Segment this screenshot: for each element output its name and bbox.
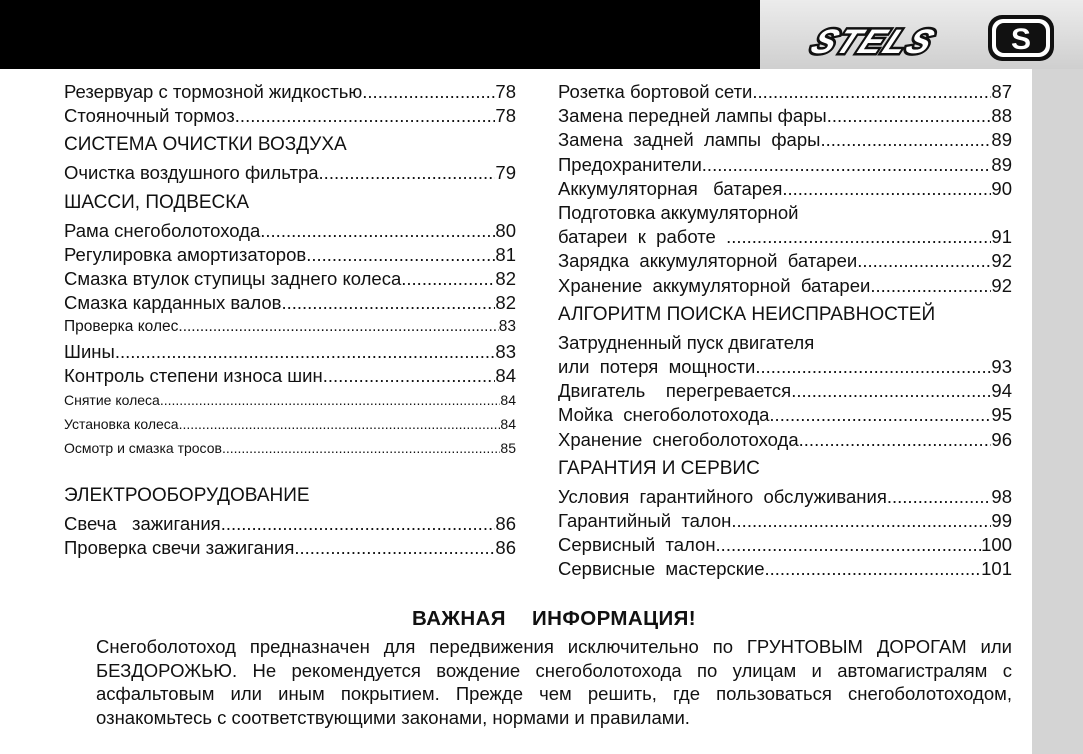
toc-entry: [558, 274, 1012, 298]
entry-label: Установка колеса: [64, 416, 179, 433]
entry-page: 86: [495, 536, 516, 558]
toc-entry: [64, 104, 516, 128]
toc-entry: [64, 80, 516, 104]
entry-label: Розетка бортовой сети: [558, 81, 753, 102]
entry-page: 84: [500, 392, 516, 409]
entry-label: Аккумуляторная батарея: [558, 177, 783, 199]
entry-label: Контроль степени износа шин: [64, 364, 323, 386]
entry-page: 84: [495, 364, 516, 386]
toc-entry: [64, 536, 516, 560]
toc-entry: [64, 512, 516, 536]
entry-page: 78: [495, 105, 516, 127]
entry-label: Осмотр и смазка тросов: [64, 440, 222, 457]
entry-page: 92: [991, 250, 1012, 272]
entry-label: Зарядка аккумуляторной батареи: [558, 250, 858, 272]
toc-entry: [64, 364, 516, 388]
toc-entry-line: Затрудненный пуск двигателя: [558, 331, 815, 353]
toc-entry: [558, 403, 1012, 427]
toc-entry-line: Подготовка аккумуляторной: [558, 202, 799, 224]
toc-entry: [558, 225, 1012, 249]
section-heading: АЛГОРИТМ ПОИСКА НЕИСПРАВНОСТЕЙ: [558, 303, 936, 325]
brand-wordmark: STELS: [804, 22, 943, 61]
entry-page: 83: [498, 318, 516, 336]
toc-entry: [558, 557, 1012, 581]
entry-page: 85: [500, 440, 516, 457]
entry-label: Очистка воздушного фильтра: [64, 162, 319, 184]
entry-page: 78: [495, 81, 516, 102]
toc-entry: [558, 509, 1012, 533]
toc-entry: [558, 249, 1012, 273]
entry-label: Хранение снегоболотохода: [558, 428, 799, 450]
entry-label: Шины: [64, 340, 115, 362]
toc-entry: [64, 219, 516, 243]
entry-page: 101: [981, 558, 1012, 580]
toc-entry: [64, 161, 516, 185]
entry-page: 94: [991, 380, 1012, 402]
entry-label: Условия гарантийного обслуживания: [558, 485, 887, 507]
entry-label: Смазка втулок ступицы заднего колеса: [64, 268, 402, 290]
toc-entry: [558, 485, 1012, 509]
entry-label: Мойка снегоболотохода: [558, 404, 770, 426]
toc-entry: [64, 340, 516, 364]
entry-label: Смазка карданных валов: [64, 292, 282, 314]
toc-entry: [64, 315, 516, 339]
toc-entry: [64, 412, 516, 436]
toc-entry: [558, 379, 1012, 403]
contents-left-column: [64, 80, 516, 560]
entry-label: Замена передней лампы фары: [558, 105, 827, 127]
entry-label: Рама снегоболотохода: [64, 219, 261, 241]
entry-label: Гарантийный талон: [558, 510, 732, 532]
entry-label: Резервуар с тормозной жидкостью: [64, 81, 363, 102]
section-heading: ЭЛЕКТРООБОРУДОВАНИЕ: [64, 484, 310, 506]
stels-logo: [760, 0, 1083, 69]
toc-entry: [64, 291, 516, 315]
entry-page: 91: [991, 226, 1012, 248]
entry-label: Двигатель перегревается: [558, 380, 792, 402]
entry-page: 80: [495, 219, 516, 241]
entry-page: 82: [495, 292, 516, 314]
entry-label: Хранение аккумуляторной батареи: [558, 274, 871, 296]
entry-page: 89: [991, 153, 1012, 175]
entry-page: 99: [991, 510, 1012, 532]
toc-entry: [64, 243, 516, 267]
entry-page: 83: [495, 340, 516, 362]
toc-entry: [558, 177, 1012, 201]
entry-page: 86: [495, 512, 516, 534]
entry-page: 95: [991, 404, 1012, 426]
entry-page: 84: [500, 416, 516, 433]
contents-right-column: [558, 80, 1012, 582]
entry-label: Сервисный талон: [558, 534, 716, 556]
toc-entry: [558, 533, 1012, 557]
toc-entry: [558, 428, 1012, 452]
toc-entry: [558, 153, 1012, 177]
section-heading: СИСТЕМА ОЧИСТКИ ВОЗДУХА: [64, 134, 347, 156]
side-strip: [1032, 69, 1083, 754]
toc-entry: [558, 104, 1012, 128]
entry-page: 90: [991, 177, 1012, 199]
entry-label: Сервисные мастерские: [558, 558, 765, 580]
entry-page: 92: [991, 274, 1012, 296]
entry-label: или потеря мощности: [558, 356, 756, 378]
entry-label: Проверка свечи зажигания: [64, 536, 295, 558]
important-text: Снегоболотоход предназначен для передвижения исключительно по ГРУНТОВЫМ ДОРОГАМ или БЕЗДОРОЖЬЮ. Не рекомендуется вождение снегоболотохода по улицам и автомагистралям с асфальтовым или иным покрытием. Прежде чем решить, где пользоваться снегоболотоходом, ознакомьтесь с соответствующими законами, нормами и правилами.: [96, 636, 1012, 728]
toc-entry: [64, 436, 516, 460]
entry-label: Снятие колеса: [64, 392, 160, 409]
entry-page: 79: [495, 162, 516, 184]
toc-entry: [558, 128, 1012, 152]
toc-entry: [558, 80, 1012, 104]
entry-label: Предохранители: [558, 153, 702, 175]
entry-page: 93: [991, 356, 1012, 378]
entry-page: 96: [991, 428, 1012, 450]
entry-page: 100: [981, 534, 1012, 556]
entry-label: Регулировка амортизаторов: [64, 243, 307, 265]
header-bar: [0, 0, 760, 69]
entry-page: 81: [495, 243, 516, 265]
brand-logo-area: [760, 0, 1083, 69]
important-title: ВАЖНАЯ ИНФОРМАЦИЯ!: [412, 607, 696, 630]
entry-label: Свеча зажигания: [64, 512, 221, 534]
entry-page: 87: [991, 81, 1012, 102]
entry-label: батареи к работе: [558, 226, 727, 248]
logo-letter: S: [1010, 23, 1032, 56]
entry-page: 89: [991, 129, 1012, 151]
entry-page: 82: [495, 268, 516, 290]
toc-entry: [64, 267, 516, 291]
entry-label: Замена задней лампы фары: [558, 129, 821, 151]
important-info-block: [96, 606, 1012, 729]
entry-label: Проверка колес: [64, 318, 179, 336]
toc-entry: [558, 355, 1012, 379]
toc-entry: [64, 388, 516, 412]
entry-page: 88: [991, 105, 1012, 127]
entry-page: 98: [991, 485, 1012, 507]
section-heading: ГАРАНТИЯ И СЕРВИС: [558, 457, 760, 479]
section-heading: ШАССИ, ПОДВЕСКА: [64, 191, 250, 213]
entry-label: Стояночный тормоз: [64, 105, 235, 127]
